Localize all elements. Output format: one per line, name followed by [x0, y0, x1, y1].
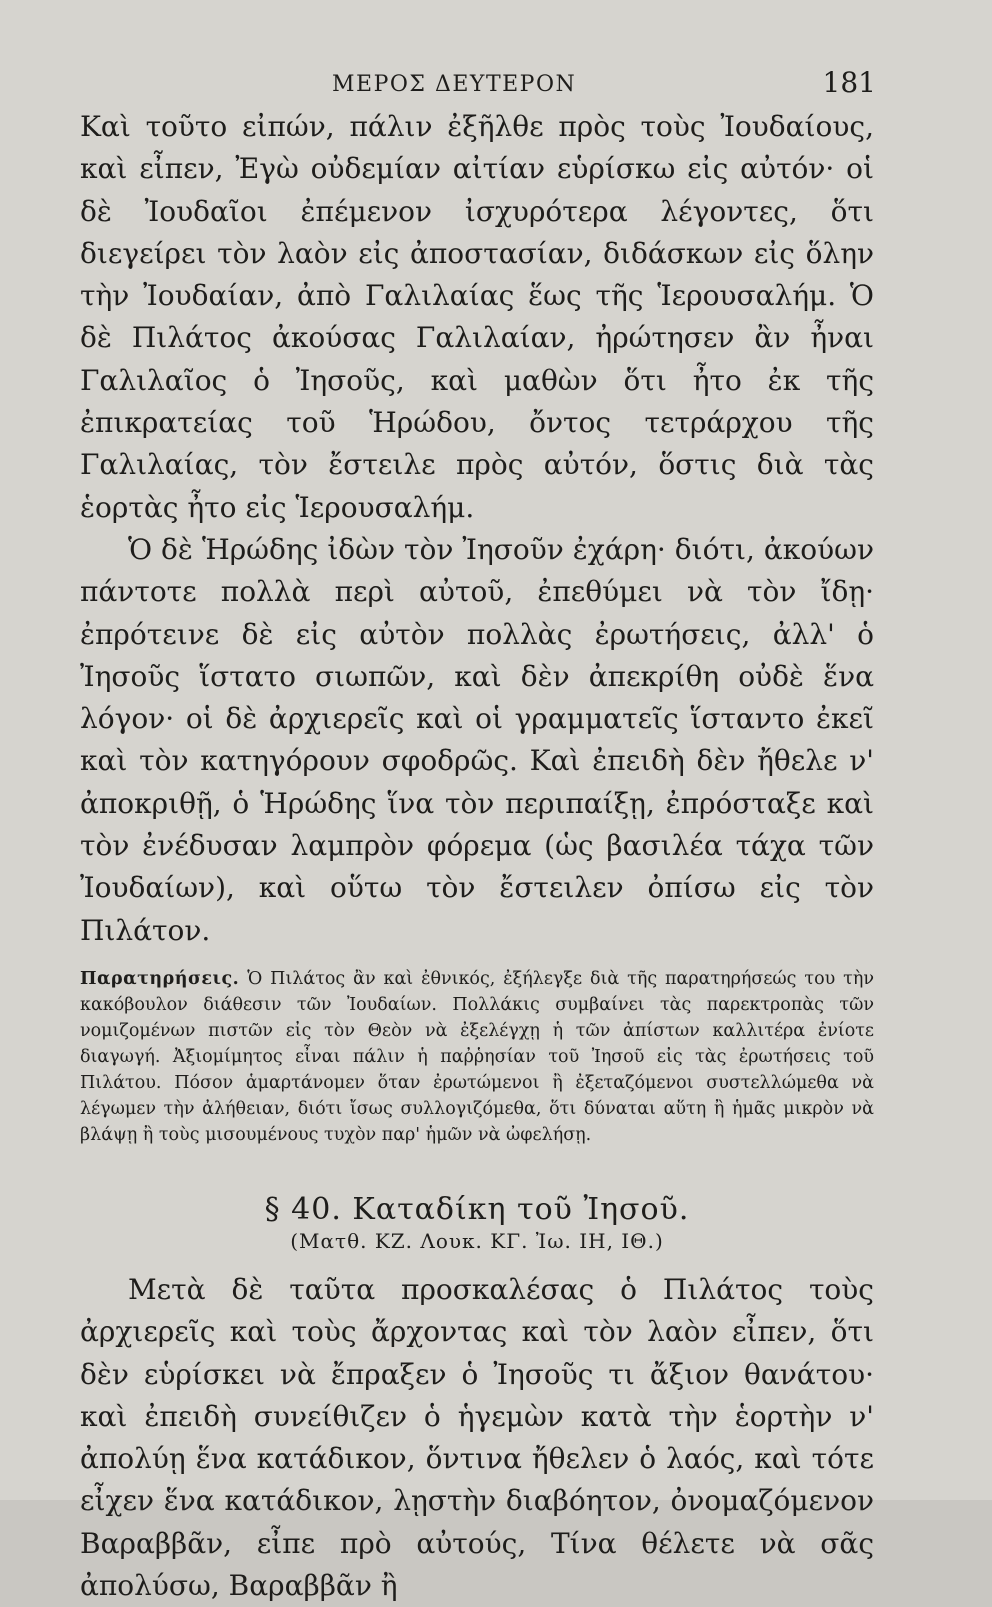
notes-block — [80, 966, 874, 1148]
section-heading: § 40. Καταδίκη τοῦ Ἰησοῦ. — [264, 1191, 690, 1227]
page-number: 181 — [822, 66, 876, 99]
section-text — [80, 1269, 874, 1607]
running-head — [80, 62, 874, 106]
notes-text: Ὁ Πιλάτος ἂν καὶ ἐθνικός, ἐξήλεγξε διὰ τῆς παρατηρήσεώς του τὴν κακόβουλον διάθεσιν τῶν Ἰουδαίων. Πολλάκις συμβαίνει τὰς παρεκτροπὰς τῶν νομιζομένων πιστῶν εἰς τὸν Θεὸν νὰ ἐξελέγχῃ ἡ τῶν ἀπίστων καλλιτέρα ἐνίοτε διαγωγή. Ἀξιομίμητος εἶναι πάλιν ἡ παῤῥησίαν τοῦ Ἰησοῦ εἰς τὰς ἐρωτήσεις τοῦ Πιλάτου. Πόσον ἁμαρτάνομεν ὅταν ἐρωτώμενοι ἢ ἐξεταζόμενοι συστελλώμεθα νὰ λέγωμεν τὴν ἀλήθειαν, διότι ἴσως συλλογιζόμεθα, ὅτι δύναται αὕτη ἢ ἡμᾶς μικρὸν νὰ βλάψῃ ἢ τοὺς μισουμένους τυχὸν παρ' ἡμῶν νὰ ὠφελήσῃ. — [80, 968, 874, 1145]
paragraph: Ὁ δὲ Ἡρώδης ἰδὼν τὸν Ἰησοῦν ἐχάρη· διότι, ἀκούων πάντοτε πολλὰ περὶ αὐτοῦ, ἐπεθύμει νὰ τὸν ἴδῃ· ἐπρότεινε δὲ εἰς αὐτὸν πολλὰς ἐρωτήσεις, ἀλλ' ὁ Ἰησοῦς ἵστατο σιωπῶν, καὶ δὲν ἀπεκρίθη οὐδὲ ἕνα λόγον· οἱ δὲ ἀρχιερεῖς καὶ οἱ γραμματεῖς ἵσταντο ἐκεῖ καὶ τὸν κατηγόρουν σφοδρῶς. Καὶ ἐπειδὴ δὲν ἤθελε ν' ἀποκριθῇ, ὁ Ἡρώδης ἵνα τὸν περιπαίξῃ, ἐπρόσταξε καὶ τὸν ἐνέδυσαν λαμπρὸν φόρεμα (ὡς βασιλέα τάχα τῶν Ἰουδαίων), καὶ οὕτω τὸν ἔστειλεν ὀπίσω εἰς τὸν Πιλάτον. — [80, 532, 874, 947]
paragraph: Μετὰ δὲ ταῦτα προσκαλέσας ὁ Πιλάτος τοὺς ἀρχιερεῖς καὶ τοὺς ἄρχοντας καὶ τὸν λαὸν εἶπεν, ὅτι δὲν εὑρίσκει νὰ ἔπραξεν ὁ Ἰησοῦς τι ἄξιον θανάτου· καὶ ἐπειδὴ συνείθιζεν ὁ ἡγεμὼν κατὰ τὴν ἑορτὴν ν' ἀπολύῃ ἕνα κατάδικον, ὅντινα ἤθελεν ὁ λαός, καὶ τότε εἶχεν ἕνα κατάδικον, λῃστὴν διαβόητον, ὀνομαζόμενον Βαραββᾶν, εἶπε πρὸ αὐτούς, Τίνα θέλετε νὰ σᾶς ἀπολύσω, Βαραββᾶν ἢ — [80, 1272, 874, 1603]
notes-label: Παρατηρήσεις. — [80, 968, 240, 989]
main-text — [80, 106, 874, 952]
paragraph: Καὶ τοῦτο εἰπών, πάλιν ἐξῆλθε πρὸς τοὺς Ἰουδαίους, καὶ εἶπεν, Ἐγὼ οὐδεμίαν αἰτίαν εὑρίσκω εἰς αὐτόν· οἱ δὲ Ἰουδαῖοι ἐπέμενον ἰσχυρότερα λέγοντες, ὅτι διεγείρει τὸν λαὸν εἰς ἀποστασίαν, διδάσκων εἰς ὅλην τὴν Ἰουδαίαν, ἀπὸ Γαλιλαίας ἕως τῆς Ἱερουσαλήμ. Ὁ δὲ Πιλάτος ἀκούσας Γαλιλαίαν, ἠρώτησεν ἂν ἦναι Γαλιλαῖος ὁ Ἰησοῦς, καὶ μαθὼν ὅτι ἦτο ἐκ τῆς ἐπικρατείας τοῦ Ἡρώδου, ὄντος τετράρχου τῆς Γαλιλαίας, τὸν ἔστειλε πρὸς αὐτόν, ὅστις διὰ τὰς ἑορτὰς ἦτο εἰς Ἱερουσαλήμ. — [80, 110, 874, 524]
section-reference: (Ματθ. ΚΖ. Λουκ. ΚΓ. Ἰω. ΙΗ, ΙΘ.) — [290, 1228, 664, 1253]
running-title: ΜΕΡΟΣ ΔΕΥΤΕΡΟΝ — [332, 72, 577, 97]
